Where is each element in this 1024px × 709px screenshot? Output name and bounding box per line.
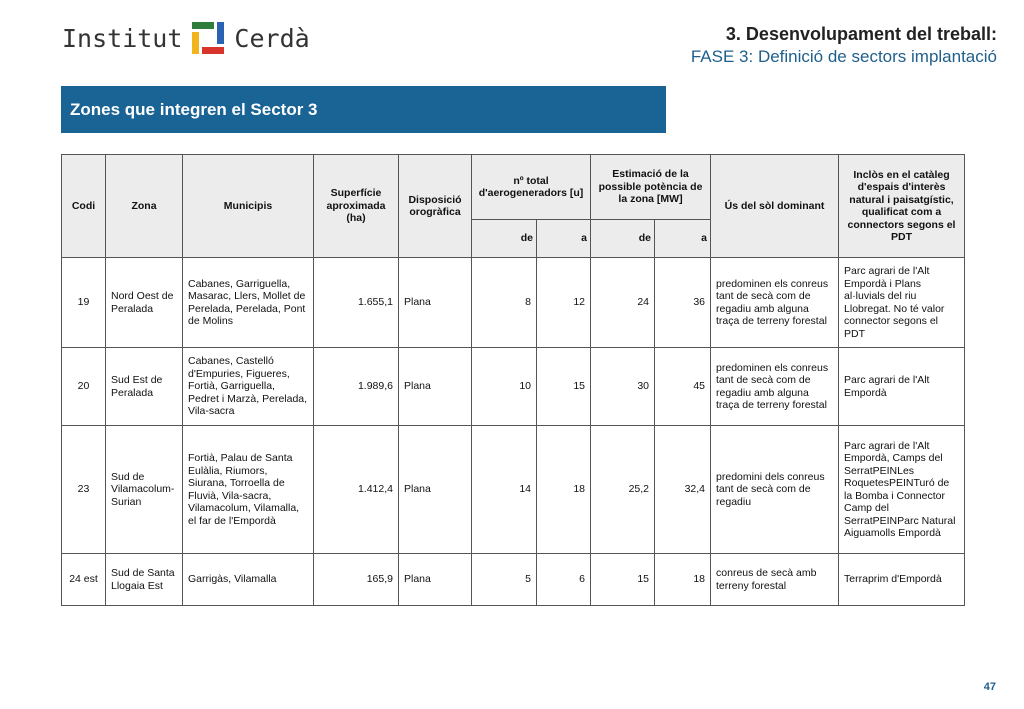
cell-pot-a: 36 [655,258,711,348]
cell-zona: Sud de Vilamacolum-Surian [106,426,183,554]
cell-municipis: Garrigàs, Vilamalla [183,554,314,606]
col-header-potencia: Estimació de la possible potència de la zona [MW] [591,155,711,220]
phase-label: FASE 3: [690,47,754,66]
cell-disposicio: Plana [399,348,472,426]
phase-text: Definició de sectors implantació [757,47,997,66]
cell-aero-de: 10 [472,348,537,426]
cell-aero-de: 8 [472,258,537,348]
cell-us-sol: predominen els conreus tant de secà com de regadiu amb alguna traça de terreny forestal [711,348,839,426]
col-header-pot-de: de [591,220,655,258]
logo-text-left: Institut [62,23,183,53]
col-header-superficie: Superfície aproximada (ha) [314,155,399,258]
section-header [691,22,997,68]
section-banner: Zones que integren el Sector 3 [61,86,666,133]
cell-codi: 19 [62,258,106,348]
col-header-disposicio: Disposició orogràfica [399,155,472,258]
cell-superficie: 165,9 [314,554,399,606]
cell-cataleg: Parc agrari de l'Alt Empordà i Plans al·luvials del riu Llobregat. No té valor connector segons el PDT [839,258,965,348]
cell-aero-de: 14 [472,426,537,554]
cell-cataleg: Parc agrari de l'Alt Empordà [839,348,965,426]
cell-disposicio: Plana [399,426,472,554]
cell-pot-de: 15 [591,554,655,606]
sector-zones-table [61,154,965,606]
cell-municipis: Cabanes, Garriguella, Masarac, Llers, Mollet de Perelada, Perelada, Pont de Molins [183,258,314,348]
cell-municipis: Cabanes, Castelló d'Empuries, Figueres, Fortià, Garriguella, Pedret i Marzà, Perelada, Vila-sacra [183,348,314,426]
table-row [62,426,965,554]
institut-cerda-logo [62,18,310,58]
cell-aero-a: 6 [537,554,591,606]
cell-aero-a: 18 [537,426,591,554]
cell-pot-a: 45 [655,348,711,426]
cell-pot-de: 24 [591,258,655,348]
col-header-zona: Zona [106,155,183,258]
cell-codi: 23 [62,426,106,554]
cell-zona: Sud de Santa Llogaia Est [106,554,183,606]
cell-us-sol: predomini dels conreus tant de secà com de regadiu [711,426,839,554]
cell-disposicio: Plana [399,258,472,348]
col-header-aerogeneradors: nº total d'aerogeneradors [u] [472,155,591,220]
cell-pot-de: 30 [591,348,655,426]
cell-codi: 24 est [62,554,106,606]
cell-codi: 20 [62,348,106,426]
cell-cataleg: Terraprim d'Empordà [839,554,965,606]
cell-zona: Nord Oest de Peralada [106,258,183,348]
col-header-aero-de: de [472,220,537,258]
cell-pot-a: 32,4 [655,426,711,554]
logo-mark-icon [190,20,226,56]
page-number: 47 [983,681,996,693]
cell-pot-a: 18 [655,554,711,606]
cell-superficie: 1.989,6 [314,348,399,426]
cell-aero-a: 12 [537,258,591,348]
phase-subtitle [691,46,997,68]
cell-us-sol: conreus de secà amb terreny forestal [711,554,839,606]
col-header-cataleg: Inclòs en el catàleg d'espais d'interès natural i paisatgístic, qualificat com a connectors segons el PDT [839,155,965,258]
cell-aero-de: 5 [472,554,537,606]
cell-pot-de: 25,2 [591,426,655,554]
logo-text-right: Cerdà [234,23,310,53]
section-title: 3. Desenvolupament del treball: [725,24,997,44]
cell-superficie: 1.412,4 [314,426,399,554]
cell-municipis: Fortià, Palau de Santa Eulàlia, Riumors, Siurana, Torroella de Fluvià, Vila-sacra, Vilamacolum, Vilamalla, el far de l'Empordà [183,426,314,554]
table-row [62,258,965,348]
col-header-aero-a: a [537,220,591,258]
cell-cataleg: Parc agrari de l'Alt Empordà, Camps del SerratPEINLes RoquetesPEINTuró de la Bomba i Connector Camp del SerratPEINParc Natural Aiguamolls Empordà [839,426,965,554]
col-header-municipis: Municipis [183,155,314,258]
table-row [62,554,965,606]
cell-aero-a: 15 [537,348,591,426]
cell-disposicio: Plana [399,554,472,606]
col-header-pot-a: a [655,220,711,258]
col-header-codi: Codi [62,155,106,258]
col-header-us-sol: Ús del sòl dominant [711,155,839,258]
cell-superficie: 1.655,1 [314,258,399,348]
table-row [62,348,965,426]
cell-us-sol: predominen els conreus tant de secà com de regadiu amb alguna traça de terreny forestal [711,258,839,348]
cell-zona: Sud Est de Peralada [106,348,183,426]
